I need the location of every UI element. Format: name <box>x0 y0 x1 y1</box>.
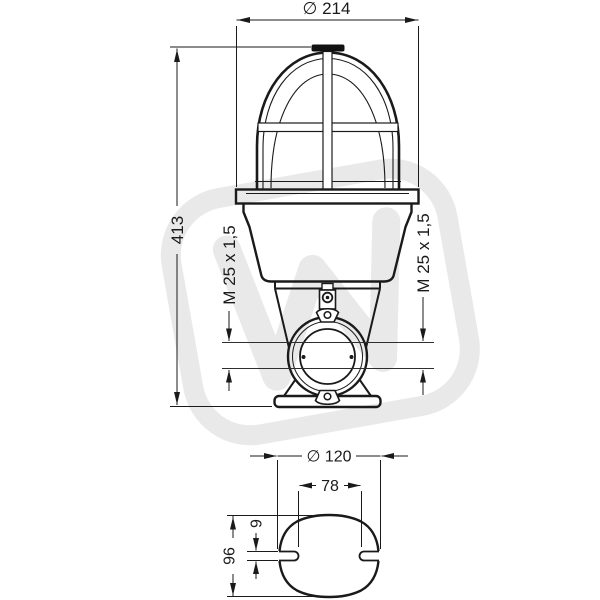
label-thread-right: M 25 x 1,5 <box>414 213 433 293</box>
base-plate-outline-bottom <box>280 561 379 597</box>
screw-head-dot <box>326 296 330 300</box>
dim-slot-width <box>247 533 278 579</box>
bottom-view <box>279 515 379 597</box>
flange-right-dot <box>350 355 354 359</box>
flange-left-dot <box>302 355 306 359</box>
cage-vertical-bar <box>323 52 332 190</box>
label-thread-left: M 25 x 1,5 <box>220 225 239 305</box>
dim-flange-diameter <box>250 456 408 549</box>
flange-inner-circle <box>300 329 355 384</box>
screw-neck <box>322 284 333 291</box>
flange-top-lug <box>317 309 339 322</box>
dome-top-cap <box>312 45 345 52</box>
pipe-flange <box>288 317 367 396</box>
mounting-slot-right <box>360 552 379 561</box>
clamp-screw-block <box>320 284 336 310</box>
label-overall-height: 413 <box>168 215 187 245</box>
flange-bottom-lug <box>316 391 340 405</box>
base-plate-outline-top <box>280 515 379 551</box>
mounting-slot-left <box>279 552 299 561</box>
label-flange-height: 96 <box>221 547 239 565</box>
label-slot-spacing: 78 <box>321 478 339 495</box>
bracket-right-flare <box>360 380 372 397</box>
dim-flange-height <box>227 516 321 597</box>
bottom-lug-hole <box>324 393 331 400</box>
top-lug-hole <box>324 312 331 319</box>
label-top-diameter: ∅ 214 <box>302 0 351 18</box>
label-slot-width: 9 <box>248 519 266 528</box>
label-flange-diameter: ∅ 120 <box>306 448 352 466</box>
